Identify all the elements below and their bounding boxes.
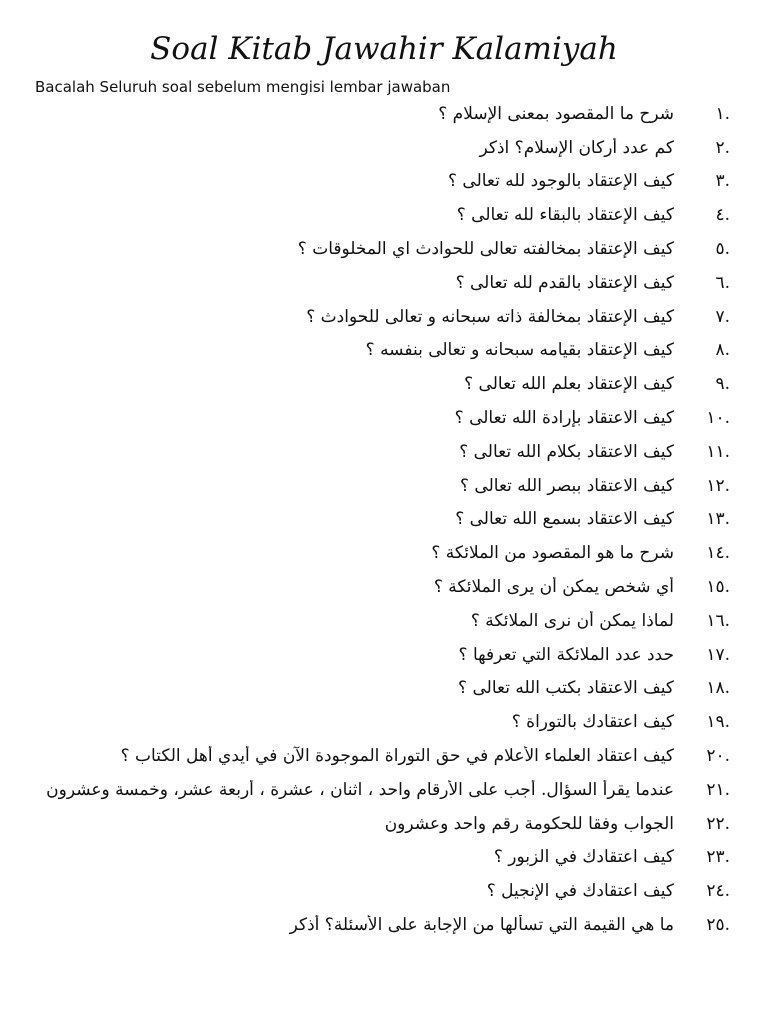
question-text: أي شخص يمكن أن يرى الملائكة ؟ [433,577,674,598]
question-number: .٢٠ [706,746,730,767]
question-number: .١٤ [706,543,730,564]
question-number: .٢٥ [706,915,730,936]
question-text: ما هي القيمة التي تسألها من الإجابة على الأسئلة؟ أذكر [289,915,674,936]
question-number: .١٦ [706,610,730,631]
question-number: .٢٣ [706,847,730,868]
question-item [30,705,730,739]
question-text: كيف الاعتقاد بكلام الله تعالى ؟ [459,441,674,462]
question-item [30,908,730,942]
question-text: كيف اعتقادك في الإنجيل ؟ [486,881,674,902]
question-text: عندما يقرأ السؤال. أجب على الأرقام واحد ، اثنان ، عشرة ، أربعة عشر، وخمسة وعشرون [46,779,674,800]
question-text: لماذا يمكن أن نرى الملائكة ؟ [470,610,674,631]
question-text: كيف الاعتقاد بكتب الله تعالى ؟ [458,678,674,699]
question-text: شرح ما هو المقصود من الملائكة ؟ [431,543,674,564]
question-list [30,97,730,942]
question-number: .٦ [715,272,730,293]
question-item [30,300,730,334]
question-text: كيف الاعتقاد بإرادة الله تعالى ؟ [454,408,674,429]
question-item [30,131,730,165]
question-number: .٢٤ [706,881,730,902]
question-item [30,807,730,841]
question-item [30,469,730,503]
question-number: .٢١ [706,779,730,800]
question-item [30,165,730,199]
question-number: .٤ [715,205,730,226]
question-number: .١٥ [706,577,730,598]
question-number: .٣ [715,171,730,192]
question-text: كيف الإعتقاد بالبقاء لله تعالى ؟ [456,205,674,226]
question-number: .١٠ [706,408,730,429]
question-text: كيف الإعتقاد بالقدم لله تعالى ؟ [455,272,674,293]
question-item [30,401,730,435]
question-number: .١٨ [706,678,730,699]
question-item [30,266,730,300]
question-item [30,536,730,570]
question-text: كيف اعتقادك في الزبور ؟ [493,847,674,868]
question-item [30,672,730,706]
question-text: شرح ما المقصود بمعنى الإسلام ؟ [438,103,674,124]
question-item [30,841,730,875]
question-item [30,739,730,773]
question-item [30,503,730,537]
page-title: Soal Kitab Jawahir Kalamiyah [150,31,618,67]
question-number: .١٩ [706,712,730,733]
question-text: كيف اعتقاد العلماء الأعلام في حق التوراة الموجودة الآن في أيدي أهل الكتاب ؟ [120,746,674,767]
question-item [30,198,730,232]
question-item [30,435,730,469]
question-text: كيف الإعتقاد بعلم الله تعالى ؟ [464,374,674,395]
question-item [30,570,730,604]
question-text: الجواب وفقا للحكومة رقم واحد وعشرون [384,813,674,834]
question-item [30,874,730,908]
question-text: كيف الإعتقاد بقيامه سبحانه و تعالى بنفسه ؟ [365,340,674,361]
question-number: .١١ [706,441,730,462]
question-text: كيف الإعتقاد بمخالفة ذاته سبحانه و تعالى للحوادث ؟ [306,306,674,327]
question-number: .٨ [715,340,730,361]
question-item [30,232,730,266]
question-text: كيف اعتقادك بالتوراة ؟ [511,712,674,733]
question-number: .٢٢ [706,813,730,834]
instruction-text: Bacalah Seluruh soal sebelum mengisi lembar jawaban [35,78,451,96]
question-item [30,638,730,672]
question-text: كيف الإعتقاد بالوجود لله تعالى ؟ [447,171,674,192]
question-text: حدد عدد الملائكة التي تعرفها ؟ [458,644,674,665]
question-number: .٧ [715,306,730,327]
question-number: .١٣ [706,509,730,530]
question-item [30,97,730,131]
question-number: .٥ [715,239,730,260]
question-number: .١٧ [706,644,730,665]
question-text: كيف الاعتقاد بسمع الله تعالى ؟ [455,509,674,530]
question-number: .١ [715,103,730,124]
question-text: كيف الاعتقاد ببصر الله تعالى ؟ [460,475,674,496]
question-number: .٩ [715,374,730,395]
question-item [30,604,730,638]
question-item [30,367,730,401]
question-text: كم عدد أركان الإسلام؟ اذكر [479,137,674,158]
question-item [30,334,730,368]
question-number: .١٢ [706,475,730,496]
question-text: كيف الإعتقاد بمخالفته تعالى للحوادث اي المخلوقات ؟ [297,239,674,260]
question-number: .٢ [715,137,730,158]
question-item [30,773,730,807]
